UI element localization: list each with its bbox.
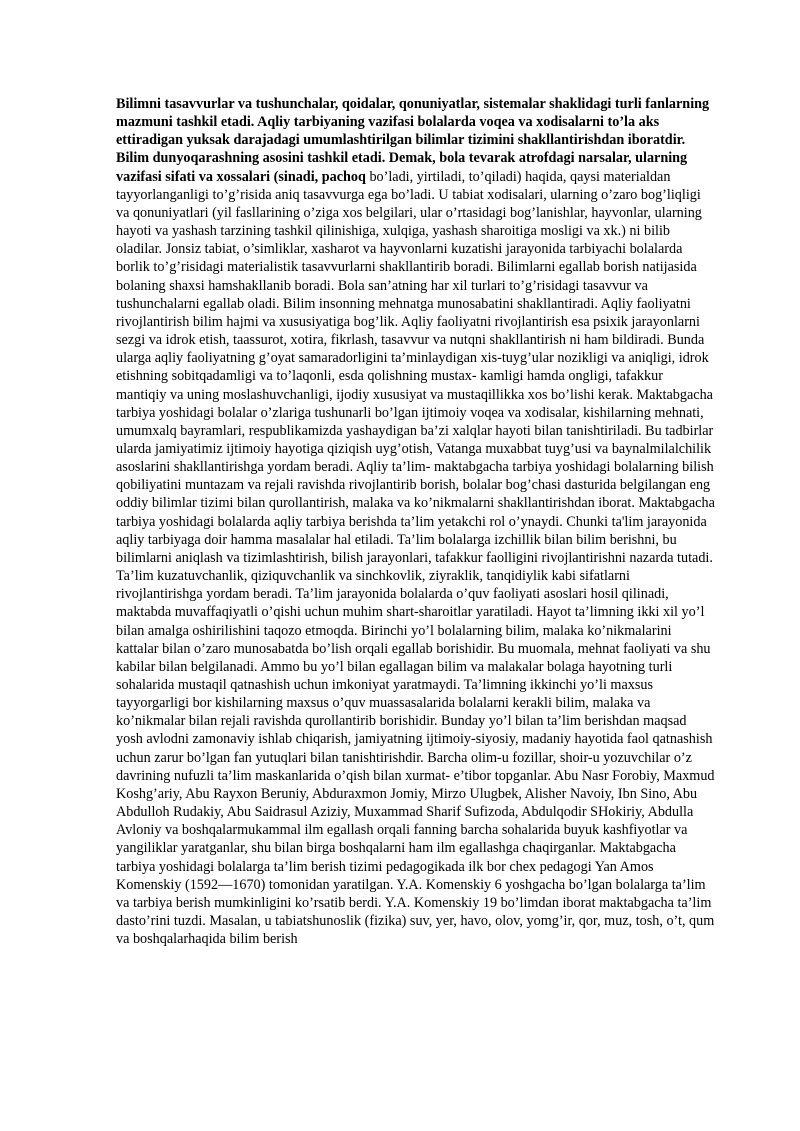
body-paragraph: [116, 95, 716, 948]
body-text: bo’ladi, yirtiladi, to’qiladi) haqida, qaysi materialdan tayyorlanganligi to’g’risida aniq tasavvurga ega bo’ladi. U tabiat xodisalari, ularning o’zaro bog’liqligi va qonuniyatlari (yil fasllarining o’ziga xos belgilari, ular o’rtasidagi bog’lanishlar, hayvonlar, ularning hayoti va yashash tarzining tashkil qilinishiga, xulqiga, yashash sharoitiga mosligi va xk.) ni bilib oladilar. Jonsiz tabiat, o’simliklar, xasharot va hayvonlarni kuzatishi jarayonida tarbiyachi bolalarda borlik to’g’risidagi materialistik tasavvurlarni shakllantirib boradi. Bilimlarni egallab borish natijasida bolaning shaxsi hamshakllanib boradi. Bola san’atning har xil turlari to’g’risidagi tasavvur va tushunchalarni egallab oladi. Bilim insonning mehnatga munosabatini shakllantiradi. Aqliy faoliyatni rivojlantirish bilim hajmi va xususiyatiga bog’lik. Aqliy faoliyatni rivojlantirish esa psixik jarayonlarni sezgi va idrok etish, taassurot, xotira, fikrlash, tasavvur va nutqni shakllantirish ni ham bildiradi. Bunda ularga aqliy faoliyatning g’oyat samaradorligini ta’minlaydigan xis-tuyg’ular nozikligi va aniqligi, idrok etishning sobitqadamligi va to’laqonli, esda qolishning mustax- kamligi hamda ongligi, tafakkur mantiqiy va uning moslashuvchanligi, ijodiy xususiyat va mustaqillikka xos bo’lishi kerak. Maktabgacha tarbiya yoshidagi bolalar o’zlariga tushunarli bo’lgan ijtimoiy voqea va xodisalar, kishilarning mehnati, umumxalq bayramlari, respublikamizda yashaydigan ba’zi xalqlar hayoti bilan tanishtiriladi. Bu tadbirlar ularda jamiyatimiz ijtimoiy hayotiga qiziqish uyg’otish, Vatanga muxabbat tuyg’usi va baynalmilalchilik asoslarini shakllantirishga yordam beradi. Aqliy ta’lim- maktabgacha tarbiya yoshidagi bolalarning bilish qobiliyatini muntazam va rejali ravishda rivojlantirib borish, bolalar bog’chasi dasturida belgilangan eng oddiy bilimlar tizimi bilan qurollantirish, malaka va ko’nikmalarni shakllantirishdan iborat. Maktabgacha tarbiya yoshidagi bolalarda aqliy tarbiya berishda ta’lim yetakchi rol o’ynaydi. Chunki ta'lim jarayonida aqliy tarbiyaga doir hamma masalalar hal etiladi. Ta’lim bolalarga izchillik bilan bilim berishni, bu bilimlarni aniqlash va tizimlashtirish, bilish jarayonlari, tafakkur faolligini rivojlantirishni nazarda tutadi. Ta’lim kuzatuvchanlik, qiziquvchanlik va sinchkovlik, ziyraklik, tanqidiylik kabi sifatlarni rivojlantirishga yordam beradi. Ta’lim jarayonida bolalarda o’quv faoliyati asoslari hosil qilinadi, maktabda muvaffaqiyatli o’qishi uchun muhim shart-sharoitlar yaratiladi. Hayot ta’limning ikki xil yo’l bilan amalga oshirilishini taqozo etmoqda. Birinchi yo’l bolalarning bilim, malaka ko’nikmalarini kattalar bilan o’zaro munosabatda bo’lish orqali egallab borishidir. Bu muomala, mehnat faoliyati va shu kabilar bilan belgilanadi. Ammo bu yo’l bilan egallagan bilim va malakalar bolaga hayotning turli sohalarida mustaqil qatnashish uchun imkoniyat yaratmaydi. Ta’limning ikkinchi yo’li maxsus tayyorgarligi bor kishilarning maxsus o’quv muassasalarida bolalarni kerakli bilim, malaka va ko’nikmalar bilan rejali ravishda qurollantirib borishidir. Bunday yo’l bilan ta’lim berishdan maqsad yosh avlodni zamonaviy ishlab chiqarish, jamiyatning ijtimoiy-siyosiy, madaniy hayotida faol qatnashish uchun zarur bo’lgan fan yutuqlari bilan tanishtirishdir. Barcha olim-u fozillar, shoir-u yozuvchilar o’z davrining nufuzli ta’lim maskanlarida o’qish bilan xurmat- e’tibor topganlar. Abu Nasr Forobiy, Maxmud Koshg’ariy, Abu Rayxon Beruniy, Abduraxmon Jomiy, Mirzo Ulugbek, Alisher Navoiy, Ibn Sino, Abu Abdulloh Rudakiy, Abu Saidrasul Aziziy, Muxammad Sharif Sufizoda, Abdulqodir SHokiriy, Abdulla Avloniy va boshqalarmukammal ilm egallash orqali fanning barcha sohalarida buyuk kashfiyotlar va yangiliklar yaratganlar, shu bilan birga boshqalarni ham ilm egallashga chaqirganlar. Maktabgacha tarbiya yoshidagi bolalarga ta’lim berish tizimi pedagogikada ilk bor chex pedagogi Yan Amos Komenskiy (1592—1670) tomonidan yaratilgan. Y.A. Komenskiy 6 yoshgacha bo’lgan bolalarga ta’lim va tarbiya berish mumkinligini ko’rsatib berdi. Y.A. Komenskiy 19 bo’limdan iborat maktabgacha ta’lim dasto’rini tuzdi. Masalan, u tabiatshunoslik (fizika) suv, yer, havo, olov, yomg’ir, qor, muz, tosh, o’t, qum va boshqalarhaqida bilim berish: [116, 168, 715, 948]
bold-lead-text: Bilimni tasavvurlar va tushunchalar, qoidalar, qonuniyatlar, sistemalar shaklidagi turli fanlarning mazmuni tashkil etadi. Aqliy tarbiyaning vazifasi bolalarda voqea va xodisalarni to’la aks ettiradigan yuksak darajadagi umumlashtirilgan bilimlar tizimini shakllantirishdan iboratdir. Bilim dunyoqarashning asosini tashkil etadi. Demak, bola tevarak atrofdagi narsalar, ularning vazifasi sifati va xossalari (sinadi, pachoq: [116, 96, 710, 185]
document-page: [116, 95, 716, 948]
